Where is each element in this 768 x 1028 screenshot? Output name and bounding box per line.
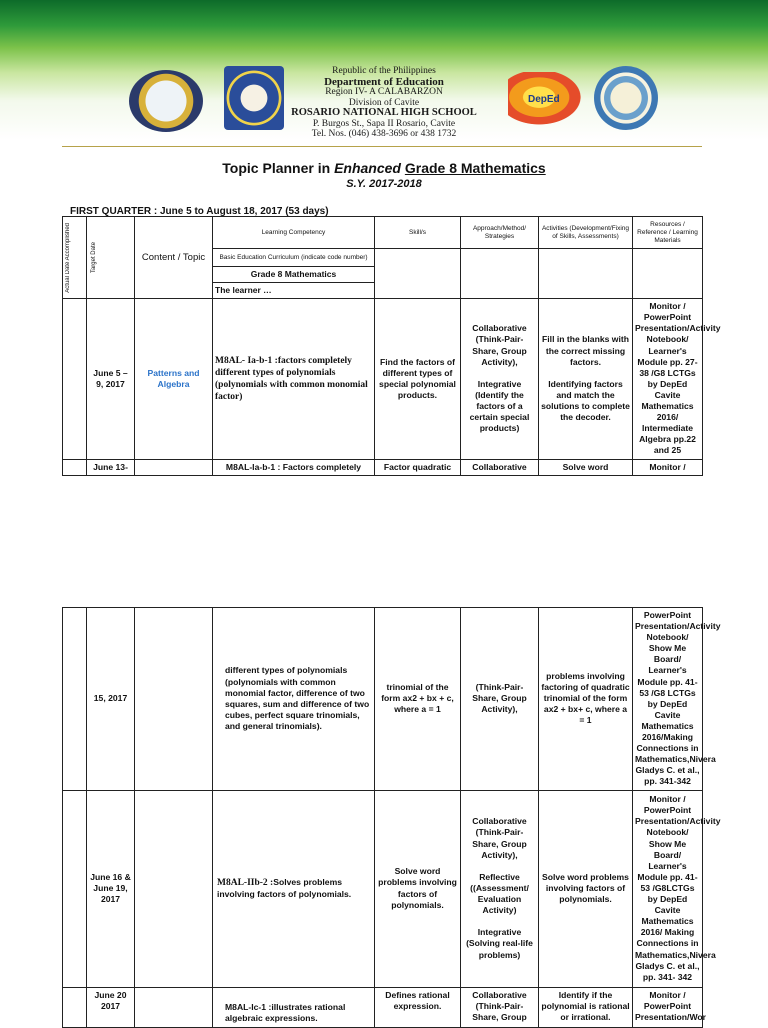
row2-topic <box>135 459 213 475</box>
header-divider <box>62 146 702 147</box>
letterhead-address: P. Burgos St., Sapa II Rosario, Cavite <box>312 118 456 129</box>
row3-resources: PowerPoint Presentation/Activity Notebook/ Show Me Board/ Learner's Module pp. 41-53 /G8 LCTGs by DepEd Cavite Mathematics 2016/Making Connections in Mathematics,Nivera Gladys C. et al., pp. 341-342 <box>633 608 703 791</box>
row4-competency: M8AL-IIb-2 :Solves problems involving factors of polynomials. <box>213 790 375 987</box>
row3-topic <box>135 608 213 791</box>
row4-skills: Solve word problems involving factors of polynomials. <box>375 790 461 987</box>
row3-approach: (Think-Pair-Share, Group Activity), <box>461 608 539 791</box>
letterhead <box>260 66 508 140</box>
topic-planner-table-page2 <box>62 607 721 1028</box>
letterhead-division: Division of Cavite <box>348 97 420 108</box>
row4-topic <box>135 790 213 987</box>
header-content: Content / Topic <box>135 217 213 299</box>
letterhead-phone: Tel. Nos. (046) 438-3696 or 438 1732 <box>311 129 457 139</box>
header-grade: Grade 8 Mathematics <box>213 267 375 283</box>
row4-actual-date <box>63 790 87 987</box>
row5-competency: M8AL-Ic-1 :illustrates rational algebraic expressions. <box>213 987 375 1027</box>
rosario-nhs-seal-icon <box>129 70 203 132</box>
row1-target-date: June 5 – 9, 2017 <box>87 299 135 459</box>
header-activities: Activities (Development/Fixing of Skills, Assessments) <box>539 217 633 249</box>
school-year: S.Y. 2017-2018 <box>346 178 422 190</box>
row2-target-date: June 13- <box>87 459 135 475</box>
row1-activities: Fill in the blanks with the correct missing factors. Identifying factors and match the solutions to complete the decoder. <box>539 299 633 459</box>
row2-competency: M8AL-Ia-b-1 : Factors completely <box>213 459 375 475</box>
header-learner: The learner … <box>213 283 375 299</box>
row5-activities: Identify if the polynomial is rational or irrational. <box>539 987 633 1027</box>
row5-actual-date <box>63 987 87 1027</box>
row1-actual-date <box>63 299 87 459</box>
row1-competency: M8AL- Ia-b-1 :factors completely different types of polynomials (polynomials with common monomial factor) <box>213 299 375 459</box>
row3-activities: problems involving factoring of quadratic trinomial of the form ax2 + bx+ c, where a = 1 <box>539 608 633 791</box>
page-title: Topic Planner in Enhanced Grade 8 Mathematics <box>222 160 546 176</box>
school-seal-icon <box>594 66 658 130</box>
header-learning-competency: Learning Competency <box>213 217 375 249</box>
letterhead-line: Republic of the Philippines <box>332 66 436 76</box>
row1-resources: Monitor / PowerPoint Presentation/Activity Notebook/ Learner's Module pp. 27-38 /G8 LCTGs by DepEd Cavite Mathematics 2016/ Intermediate Algebra pp.22 and 25 <box>633 299 703 459</box>
header-actual-date: Actual Date Accomplished <box>63 217 87 299</box>
row5-resources: Monitor / PowerPoint Presentation/Wor <box>633 987 703 1027</box>
letterhead-region: Region IV- A CALABARZON <box>325 87 443 97</box>
row5-target-date: June 20 2017 <box>87 987 135 1027</box>
header-activities-blank <box>539 249 633 299</box>
row2-actual-date <box>63 459 87 475</box>
row3-competency: different types of polynomials (polynomials with common monomial factor, difference of two squares, sum and difference of two cubes, perfect square trinomials, and general trinomials). <box>213 608 375 791</box>
header-resources-blank <box>633 249 703 299</box>
row2-activities: Solve word <box>539 459 633 475</box>
row5-skills: Defines rational expression. <box>375 987 461 1027</box>
header-skills: Skill/s <box>375 217 461 249</box>
row4-resources: Monitor / PowerPoint Presentation/Activity Notebook/ Show Me Board/ Learner's Module pp. 41-53 /G8LCTGs by DepEd Cavite Mathematics 2016/ Making Connections in Mathematics,Nivera Gladys C. et al., pp. 341- 342 <box>633 790 703 987</box>
row1-topic: Patterns and Algebra <box>135 299 213 459</box>
row4-target-date: June 16 & June 19, 2017 <box>87 790 135 987</box>
header-approach-blank <box>461 249 539 299</box>
row2-approach: Collaborative <box>461 459 539 475</box>
row3-actual-date <box>63 608 87 791</box>
row1-approach: Collaborative (Think-Pair-Share, Group Activity), Integrative (Identify the factors of a certain special products) <box>461 299 539 459</box>
row4-approach: Collaborative (Think-Pair-Share, Group Activity), Reflective ((Assessment/ Evaluation Activity) Integrative (Solving real-life problems) <box>461 790 539 987</box>
topic-planner-table-page1 <box>62 216 721 476</box>
row3-target-date: 15, 2017 <box>87 608 135 791</box>
quarter-label: FIRST QUARTER : June 5 to August 18, 2017 (53 days) <box>70 206 329 217</box>
header-skills-blank <box>375 249 461 299</box>
row2-resources: Monitor / <box>633 459 703 475</box>
row2-skills: Factor quadratic <box>375 459 461 475</box>
header-target-date: Target Date <box>87 217 135 299</box>
row3-skills: trinomial of the form ax2 + bx + c, where a = 1 <box>375 608 461 791</box>
row5-approach: Collaborative (Think-Pair-Share, Group <box>461 987 539 1027</box>
row4-activities: Solve word problems involving factors of polynomials. <box>539 790 633 987</box>
header-curriculum: Basic Education Curriculum (indicate code number) <box>213 249 375 267</box>
header-resources: Resources / Reference / Learning Materials <box>633 217 703 249</box>
row1-skills: Find the factors of different types of special polynomial products. <box>375 299 461 459</box>
deped-cavite-logo-icon: DepEd <box>508 72 586 128</box>
letterhead-department: Department of Education <box>324 75 444 88</box>
row5-topic <box>135 987 213 1027</box>
letterhead-school: ROSARIO NATIONAL HIGH SCHOOL <box>291 107 477 118</box>
header-approach: Approach/Method/ Strategies <box>461 217 539 249</box>
